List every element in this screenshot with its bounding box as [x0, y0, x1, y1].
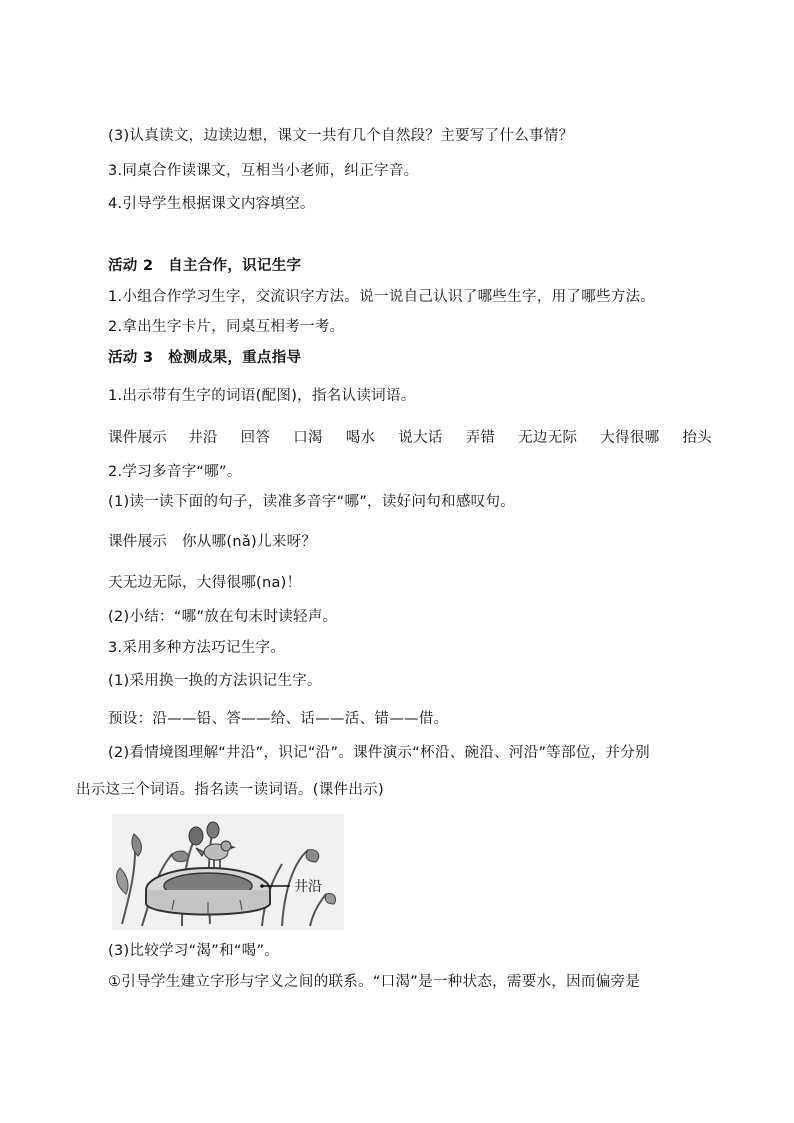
vocab-word: 无边无际 — [518, 430, 578, 446]
section-heading: 活动 2 自主合作，识记生字 — [108, 258, 302, 274]
text-line: (3)认真读文，边读边想，课文一共有几个自然段？主要写了什么事情？ — [108, 128, 574, 144]
well-illustration-graphic — [112, 814, 344, 930]
text-line: 2.拿出生字卡片，同桌互相考一考。 — [108, 319, 345, 335]
vocab-label: 课件展示 — [108, 430, 168, 446]
vocab-word: 口渴 — [293, 430, 323, 446]
vocab-word: 抬头 — [682, 430, 712, 446]
vocabulary-row — [108, 428, 730, 448]
vocab-word: 大得很哪 — [600, 430, 660, 446]
text-line: (2)小结：“哪”放在句末时读轻声。 — [108, 609, 338, 625]
text-line: (1)读一读下面的句子，读准多音字“哪”，读好问句和感叹句。 — [108, 494, 516, 510]
figure-label: 井沿 — [294, 879, 322, 895]
text-line: 2.学习多音字“哪”。 — [108, 464, 242, 480]
text-line: 预设：沿——铅、答——给、话——活、错——借。 — [108, 711, 449, 727]
text-line: 3.同桌合作读课文，互相当小老师，纠正字音。 — [108, 163, 419, 179]
vocab-word: 弄错 — [465, 430, 496, 446]
section-heading: 活动 3 检测成果，重点指导 — [108, 350, 302, 366]
text-line: 3.采用多种方法巧记生字。 — [108, 640, 286, 656]
text-line: 课件展示 你从哪(nǎ)儿来呀？ — [108, 534, 317, 550]
text-line: 出示这三个词语。指名读一读词语。(课件出示) — [76, 782, 384, 798]
well-rim-illustration — [112, 814, 344, 930]
text-line: (3)比较学习“渴”和“喝”。 — [108, 943, 280, 959]
vocab-word: 井沿 — [188, 430, 218, 446]
text-line: (2)看情境图理解“井沿”，识记“沿”。课件演示“杯沿、碗沿、河沿”等部位，并分别 — [108, 745, 650, 761]
vocab-word: 回答 — [240, 430, 271, 446]
text-line: (1)采用换一换的方法识记生字。 — [108, 673, 322, 689]
text-line: 天无边无际，大得很哪(na)！ — [108, 575, 302, 591]
text-line: 1.小组合作学习生字，交流识字方法。说一说自己认识了哪些生字，用了哪些方法。 — [108, 289, 656, 305]
text-line: ①引导学生建立字形与字义之间的联系。“口渴”是一种状态，需要水，因而偏旁是 — [108, 974, 641, 990]
vocab-word: 说大话 — [398, 430, 443, 446]
text-line: 4.引导学生根据课文内容填空。 — [108, 196, 315, 212]
text-line: 1.出示带有生字的词语(配图)，指名认读词语。 — [108, 388, 416, 404]
vocab-word: 喝水 — [345, 430, 376, 446]
